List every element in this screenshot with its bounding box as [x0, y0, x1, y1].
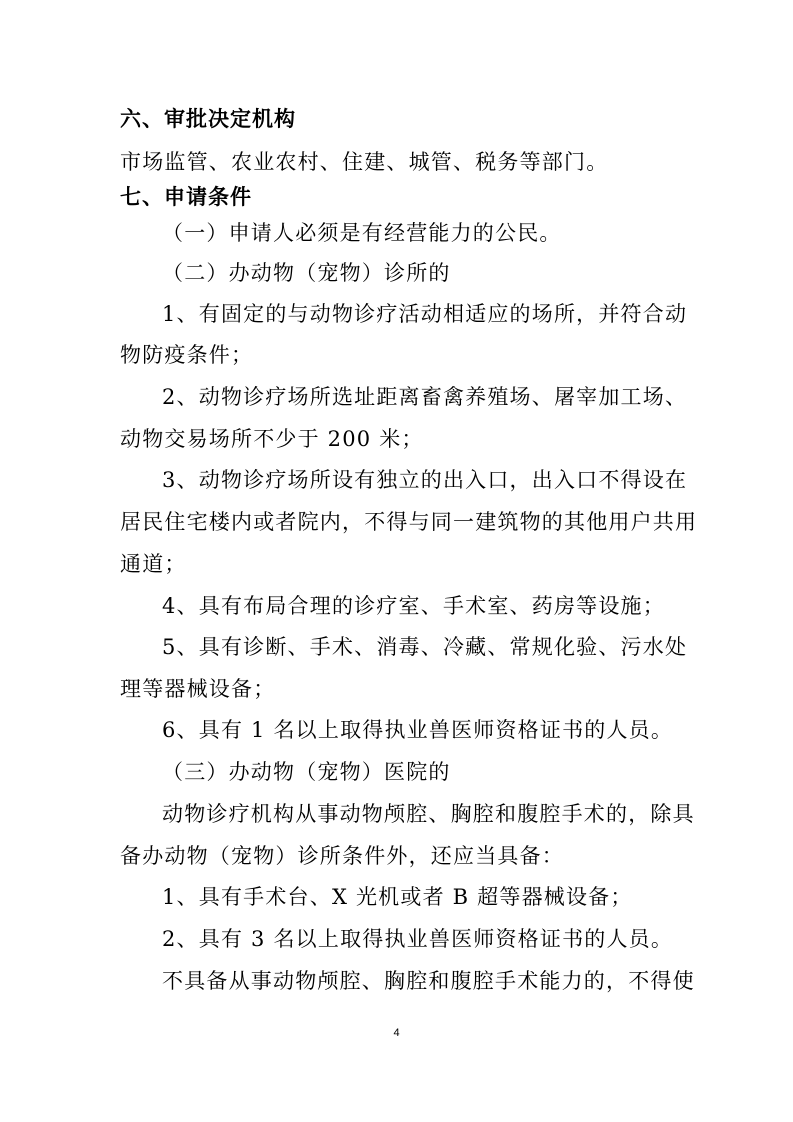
- section-heading-approval-authority: 六、审批决定机构: [120, 107, 296, 131]
- paragraph-line: 动物交易场所不少于 200 米；: [120, 427, 424, 451]
- paragraph-line: （二）办动物（宠物）诊所的: [162, 261, 451, 285]
- paragraph-line: （三）办动物（宠物）医院的: [162, 760, 451, 784]
- paragraph-line: 物防疫条件；: [120, 343, 254, 367]
- paragraph-line: 3、动物诊疗场所设有独立的出入口，出入口不得设在: [162, 468, 688, 492]
- paragraph-line: 4、具有布局合理的诊疗室、手术室、药房等设施；: [162, 594, 665, 618]
- paragraph-line: 理等器械设备；: [120, 677, 276, 701]
- section-heading-application-conditions: 七、申请条件: [120, 185, 252, 209]
- paragraph-line: 5、具有诊断、手术、消毒、冷藏、常规化验、污水处: [162, 635, 688, 659]
- paragraph-line: 不具备从事动物颅腔、胸腔和腹腔手术能力的，不得使: [162, 969, 695, 993]
- paragraph-line: 1、有固定的与动物诊疗活动相适应的场所，并符合动: [162, 302, 688, 326]
- paragraph-line: 2、具有 3 名以上取得执业兽医师资格证书的人员。: [162, 927, 674, 951]
- paragraph-line: 2、动物诊疗场所选址距离畜禽养殖场、屠宰加工场、: [162, 385, 688, 409]
- paragraph-line: 动物诊疗机构从事动物颅腔、胸腔和腹腔手术的，除具: [162, 802, 695, 826]
- paragraph-line: （一）申请人必须是有经营能力的公民。: [162, 221, 562, 245]
- paragraph-line: 1、具有手术台、X 光机或者 B 超等器械设备；: [162, 885, 633, 909]
- paragraph-line: 通道；: [120, 552, 187, 576]
- paragraph-line: 备办动物（宠物）诊所条件外，还应当具备：: [120, 844, 564, 868]
- paragraph-line: 6、具有 1 名以上取得执业兽医师资格证书的人员。: [162, 718, 674, 742]
- approval-authority-text: 市场监管、农业农村、住建、城管、税务等部门。: [120, 150, 609, 174]
- paragraph-line: 居民住宅楼内或者院内，不得与同一建筑物的其他用户共用: [120, 510, 698, 534]
- page-number: 4: [393, 1027, 400, 1039]
